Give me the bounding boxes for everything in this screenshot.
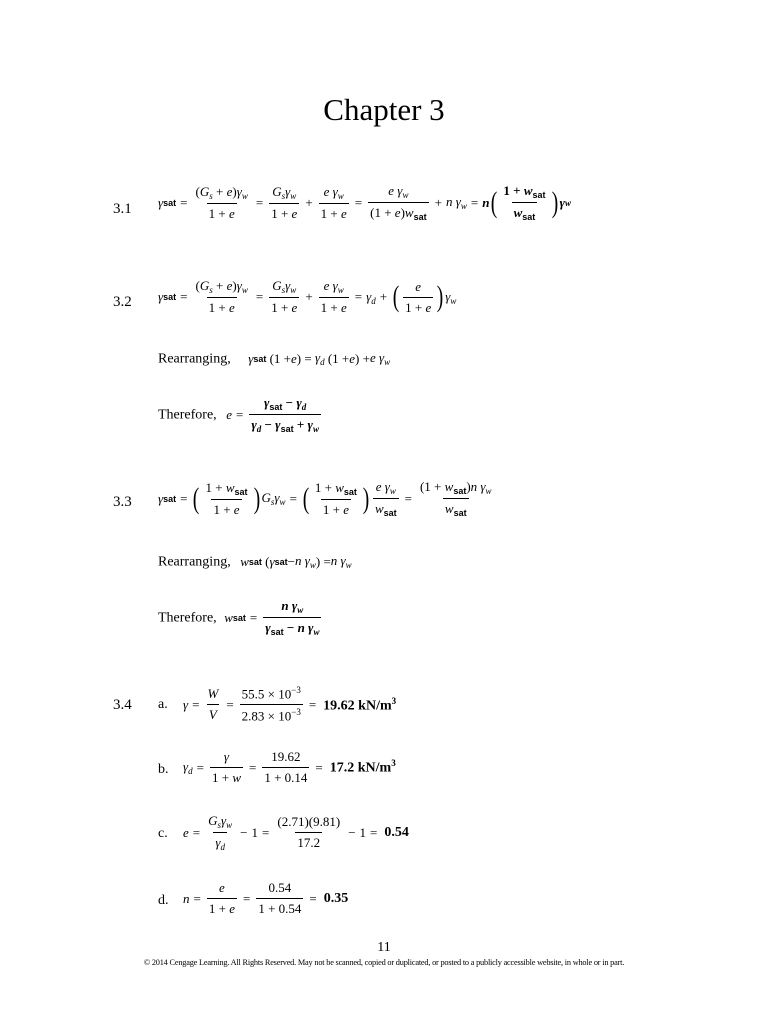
therefore-line xyxy=(158,598,323,637)
result: 17.2 $kN/m^3$ xyxy=(329,758,396,776)
therefore-label: Therefore, xyxy=(158,407,217,423)
rearranging-line xyxy=(158,553,352,571)
equation: γ sat = $\frac{(G_s + e)\gamma_w}{1 + e}$ = $\frac{G_s\gamma_w}{1 + e}$ + $\frac{e \gamma_w}{1 + e}$ = $\frac{e \gamma_w}{(1 + e)w_{sat}}$ + n $\gamma_w$ = n ( $\frac{1 + w_{sat}}{w_{sat}}$ ) γ w xyxy=(158,183,571,222)
copyright-footer: © 2014 Cengage Learning. All Rights Reserved. May not be scanned, copied or duplicated, or posted to a publicly accessible website, in whole or in part. xyxy=(143,958,625,967)
page-number: 11 xyxy=(377,940,391,955)
result: 0.35 xyxy=(323,890,349,906)
rearranging-label: Rearranging, xyxy=(158,351,231,367)
rearranging-line xyxy=(158,350,390,368)
problem-number: 3.2 xyxy=(113,294,132,310)
equation: γ sat = $\frac{(G_s + e)\gamma_w}{1 + e}$ = $\frac{G_s\gamma_w}{1 + e}$ + $\frac{e \gamma_w}{1 + e}$ = $\gamma_d$ + ( $\frac{e}{1 + e}$ ) $\gamma_w$ xyxy=(158,278,457,315)
rearranging-label: Rearranging, xyxy=(158,554,231,570)
rearranging-equation: γ sat (1 + e ) = $\gamma_d$ (1 + e ) + e $\gamma_w$ xyxy=(248,350,391,367)
part-label: b. xyxy=(158,762,169,777)
equation: γ sat = ( $\frac{1 + w_{sat}}{1 + e}$ ) $G_s\gamma_w$ = ( $\frac{1 + w_{sat}}{1 + e}$ ) $\frac{e \gamma_w}{w_{sat}}$ = $\frac{(1 + w_{sat})n \gamma_w}{w_{sat}}$ xyxy=(158,479,492,518)
chapter-title: Chapter 3 xyxy=(323,92,445,127)
result: 19.62 $kN/m^3$ xyxy=(323,695,397,714)
therefore-line xyxy=(158,395,323,434)
equation: $\gamma_d$ = $\frac{\gamma}{1 + w}$ = $\frac{19.62}{1 + 0.14}$ = 17.2 $kN/m^3$ xyxy=(183,749,396,785)
therefore-equation: w sat = $\frac{n \gamma_w}{\gamma_{sat} - n \gamma_w}$ xyxy=(224,598,320,637)
part-label: c. xyxy=(158,826,168,841)
problem-number: 3.4 xyxy=(113,697,132,713)
problem-number: 3.3 xyxy=(113,494,132,510)
part-label: d. xyxy=(158,893,169,908)
equation: n = $\frac{e}{1 + e}$ = $\frac{0.54}{1 + 0.54}$ = 0.35 xyxy=(183,880,349,916)
problem-number: 3.1 xyxy=(113,201,132,217)
equation: γ = $\frac{W}{V}$ = $\frac{55.5 \times 10^{-3}}{2.83 \times 10^{-3}}$ = 19.62 $kN/m^3$ xyxy=(183,685,397,724)
therefore-equation: e = $\frac{\gamma_{sat} - \gamma_d}{\gamma_d - \gamma_{sat} + \gamma_w}$ xyxy=(226,395,319,434)
equation: e = $\frac{G_s\gamma_w}{\gamma_d}$ − 1 = $\frac{(2.71)(9.81)}{17.2}$ − 1 = 0.54 xyxy=(183,813,409,852)
therefore-label: Therefore, xyxy=(158,610,217,626)
rearranging-equation: w sat ( γ sat − n $\gamma_w$ ) = n $\gamma_w$ xyxy=(240,553,352,570)
part-label: a. xyxy=(158,697,168,712)
result: 0.54 xyxy=(384,824,409,840)
